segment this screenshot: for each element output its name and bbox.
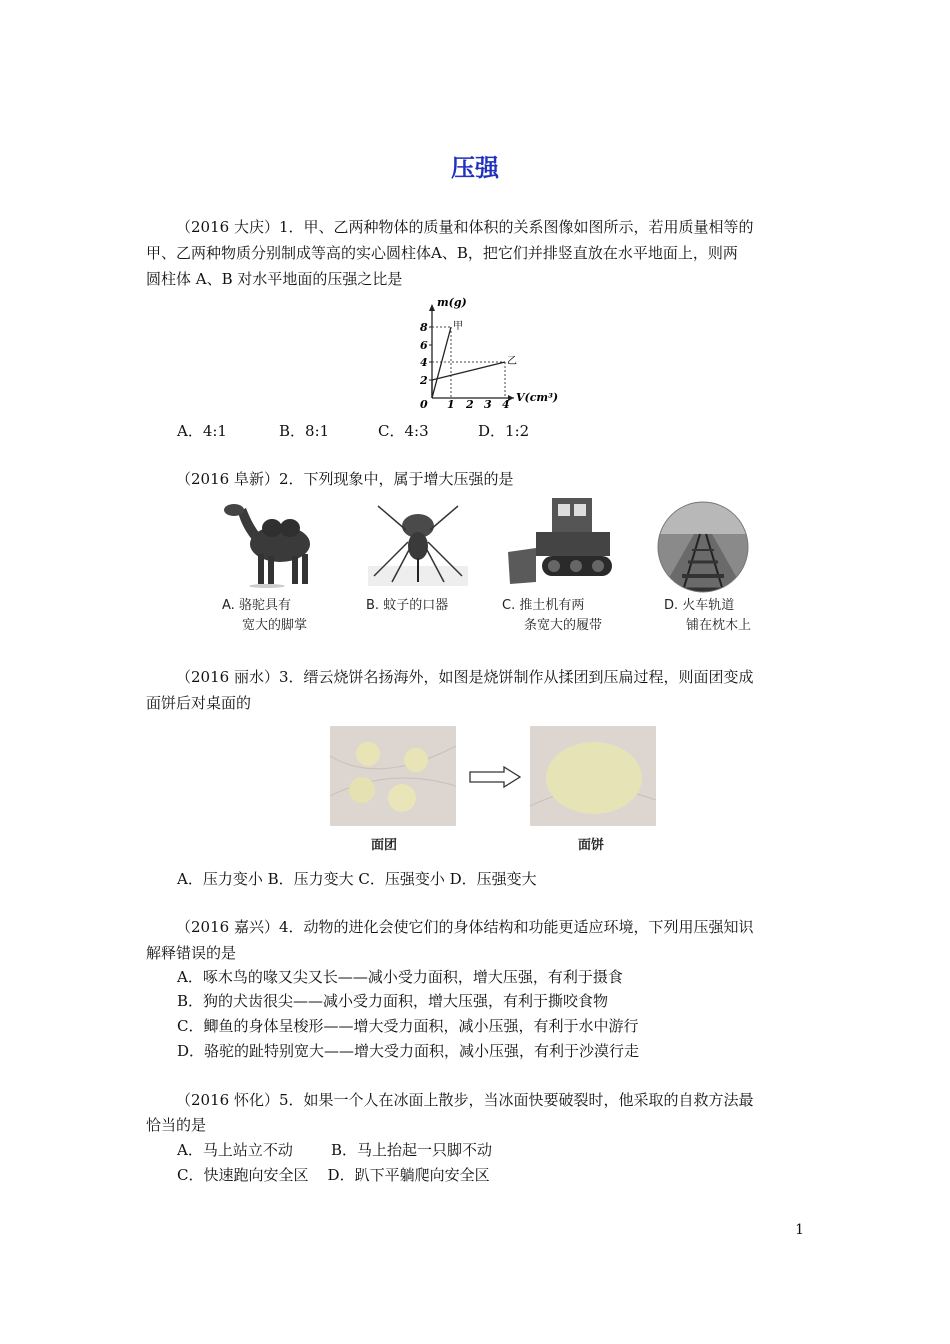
q1-mass-volume-graph	[410, 294, 570, 410]
page-number: 1	[795, 1222, 804, 1238]
caption-text: 宽大的脚掌	[242, 618, 308, 633]
caption-text: 蚊子的口器	[383, 598, 449, 613]
q5-options-row2: C．快速跑向安全区 D．趴下平躺爬向安全区	[177, 1166, 490, 1184]
bulldozer-image	[506, 492, 616, 592]
mosquito-image	[368, 496, 468, 588]
q4-option-c: C．鲫鱼的身体呈梭形——增大受力面积，减小压强，有利于水中游行	[177, 1017, 639, 1035]
xtick-label: 1	[447, 398, 455, 410]
caption-text: 火车轨道	[682, 598, 735, 613]
q5-options-row1: A．马上站立不动 B．马上抬起一只脚不动	[177, 1141, 493, 1159]
q1-option-d: D．1:2	[478, 422, 530, 440]
q1-option-a: A．4:1	[177, 422, 227, 440]
q5-stem-line2: 恰当的是	[146, 1116, 207, 1134]
dough-balls-image	[330, 726, 456, 826]
q2-caption-c	[502, 596, 602, 636]
arrow-icon	[468, 766, 522, 788]
q2-caption-b	[366, 596, 448, 616]
q1-stem-line1: （2016 大庆）1．甲、乙两种物体的质量和体积的关系图像如图所示，若用质量相等的	[176, 218, 754, 236]
fig-label-dough: 面团	[371, 838, 398, 853]
series-yi-line	[432, 362, 505, 380]
series-yi-label: 乙	[507, 356, 517, 367]
graph-origin: 0	[420, 398, 428, 410]
flat-dough-image	[530, 726, 656, 826]
q4-stem-line1: （2016 嘉兴）4．动物的进化会使它们的身体结构和功能更适应环境，下列用压强知识	[176, 918, 754, 936]
q3-options: A．压力变小 B．压力变大 C．压强变小 D．压强变大	[177, 870, 537, 888]
q2-caption-d	[664, 596, 751, 636]
page-title: 压强	[451, 154, 499, 182]
ytick-label: 2	[420, 374, 428, 387]
railway-image	[656, 500, 750, 594]
q1-stem-line2: 甲、乙两种物质分别制成等高的实心圆柱体A、B，把它们并排竖直放在水平地面上，则两	[146, 244, 738, 262]
q4-option-b: B．狗的犬齿很尖——减小受力面积，增大压强，有利于撕咬食物	[177, 992, 609, 1010]
ytick-label: 6	[420, 339, 428, 352]
q2-stem: （2016 阜新）2．下列现象中，属于增大压强的是	[176, 470, 514, 488]
caption-text: 骆驼具有	[238, 598, 291, 613]
camel-image	[212, 498, 322, 590]
caption-text: 条宽大的履带	[524, 618, 603, 633]
caption-text: 铺在枕木上	[686, 618, 752, 633]
q3-stem-line1: （2016 丽水）3．缙云烧饼名扬海外，如图是烧饼制作从揉团到压扁过程，则面团变成	[176, 668, 754, 686]
caption-letter: B.	[366, 598, 380, 613]
q2-caption-a	[222, 596, 307, 636]
q4-option-a: A．啄木鸟的喙又尖又长——减小受力面积，增大压强，有利于摄食	[177, 968, 623, 986]
q5-stem-line1: （2016 怀化）5．如果一个人在冰面上散步，当冰面快要破裂时，他采取的自救方法最	[176, 1091, 754, 1109]
caption-letter: C.	[502, 598, 516, 613]
q4-option-d: D．骆驼的趾特别宽大——增大受力面积，减小压强，有利于沙漠行走	[177, 1042, 640, 1060]
q1-option-c: C．4:3	[378, 422, 429, 440]
q1-option-b: B．8:1	[279, 422, 330, 440]
series-jia-label: 甲	[453, 321, 463, 332]
ytick-label: 8	[420, 321, 428, 334]
xtick-label: 3	[484, 398, 492, 410]
graph-xlabel: V(cm³)	[516, 391, 559, 404]
caption-text: 推土机有两	[519, 598, 585, 613]
xtick-label: 2	[466, 398, 474, 410]
fig-label-flatbread: 面饼	[578, 838, 605, 853]
q3-stem-line2: 面饼后对桌面的	[146, 694, 252, 712]
q1-stem-line3: 圆柱体 A、B 对水平地面的压强之比是	[146, 270, 403, 288]
caption-letter: D.	[664, 598, 679, 613]
graph-ylabel: m(g)	[437, 296, 467, 309]
q4-stem-line2: 解释错误的是	[146, 944, 237, 962]
xtick-label: 4	[502, 398, 510, 410]
ytick-label: 4	[420, 356, 428, 369]
caption-letter: A.	[222, 598, 235, 613]
